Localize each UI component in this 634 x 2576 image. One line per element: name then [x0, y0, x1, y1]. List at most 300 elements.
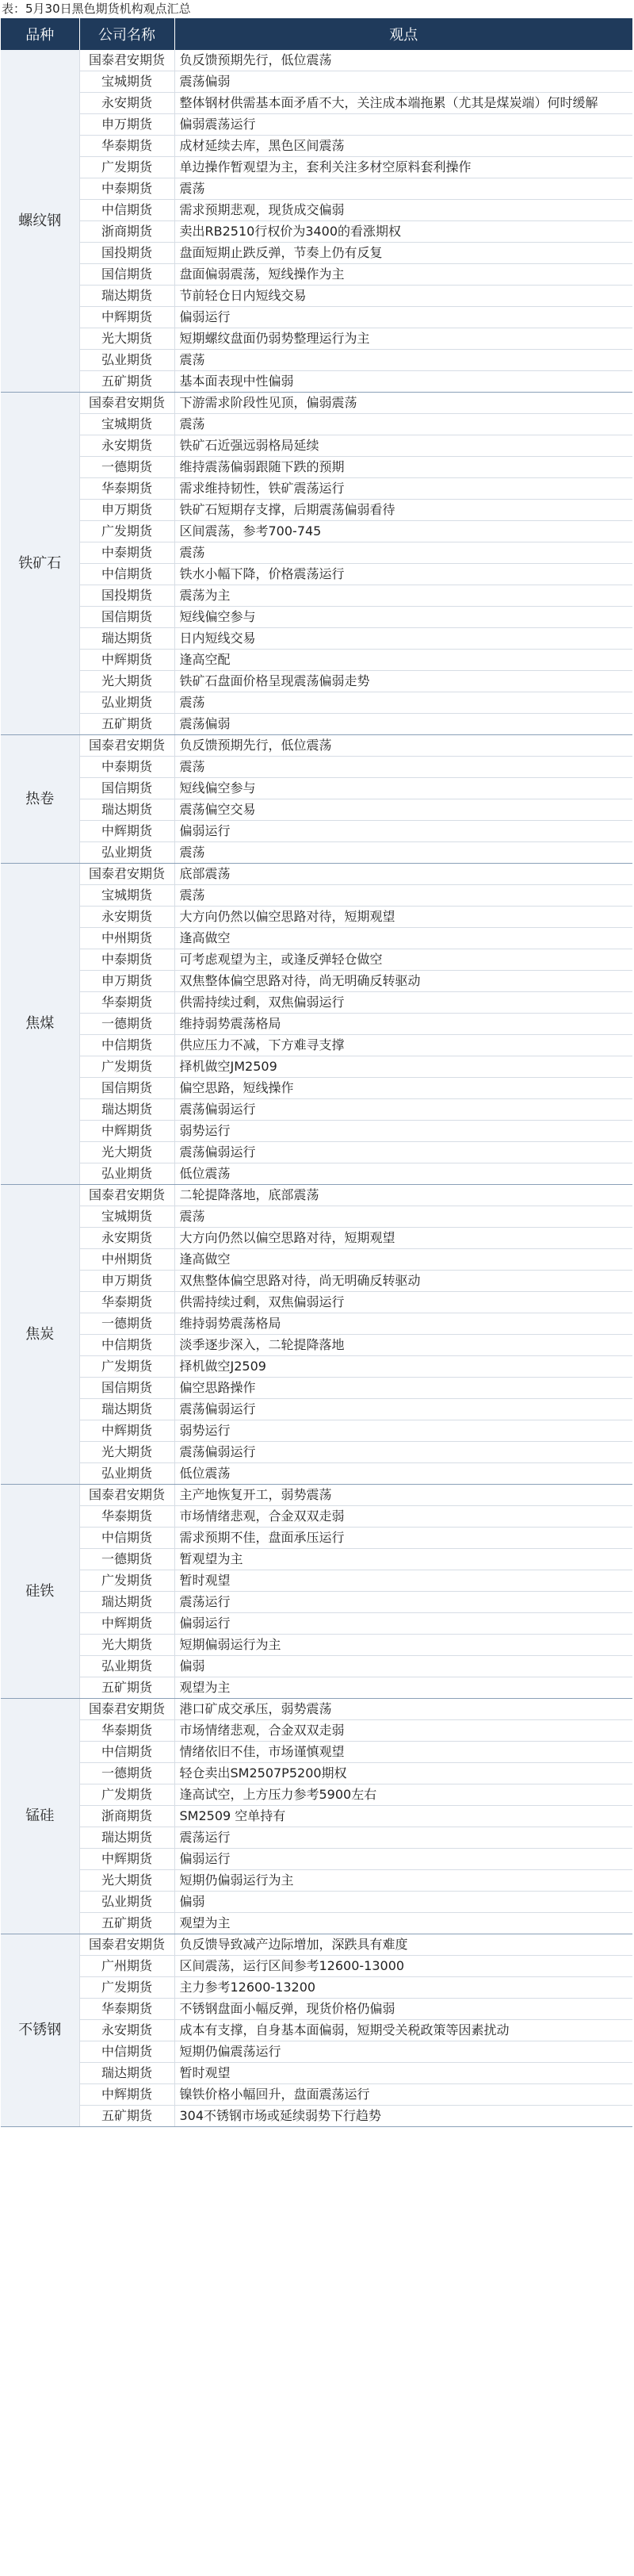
- table-row: [1, 1849, 632, 1870]
- company-cell: 弘业期货: [79, 692, 174, 714]
- company-cell: 华泰期货: [79, 1292, 174, 1313]
- company-cell: 华泰期货: [79, 1720, 174, 1742]
- table-row: [1, 778, 632, 799]
- table-row: [1, 1249, 632, 1271]
- company-cell: 五矿期货: [79, 1913, 174, 1934]
- company-cell: 中信期货: [79, 1035, 174, 1056]
- company-cell: 光大期货: [79, 1870, 174, 1892]
- opinion-cell: 市场情绪悲观，合金双双走弱: [174, 1506, 632, 1528]
- company-cell: 中泰期货: [79, 178, 174, 200]
- opinion-cell: 震荡: [174, 692, 632, 714]
- company-cell: 宝城期货: [79, 71, 174, 93]
- company-cell: 光大期货: [79, 1142, 174, 1163]
- opinion-cell: 主力参考12600-13200: [174, 1977, 632, 1999]
- company-cell: 中辉期货: [79, 1849, 174, 1870]
- opinion-cell: 暂观望为主: [174, 1549, 632, 1570]
- opinion-cell: 情绪依旧不佳，市场谨慎观望: [174, 1742, 632, 1763]
- table-row: [1, 2041, 632, 2063]
- opinion-cell: 震荡偏弱运行: [174, 1442, 632, 1463]
- table-row: [1, 243, 632, 264]
- table-row: [1, 1378, 632, 1399]
- table-row: [1, 521, 632, 542]
- opinion-cell: 逢高空配: [174, 650, 632, 671]
- company-cell: 一德期货: [79, 1014, 174, 1035]
- opinion-cell: 震荡偏弱: [174, 714, 632, 735]
- company-cell: 国泰君安期货: [79, 1699, 174, 1720]
- table-row: [1, 1142, 632, 1163]
- company-cell: 国泰君安期货: [79, 1934, 174, 1956]
- opinion-cell: 震荡偏空交易: [174, 799, 632, 821]
- table-row: [1, 200, 632, 221]
- table-row: [1, 1570, 632, 1592]
- company-cell: 弘业期货: [79, 350, 174, 371]
- company-cell: 国泰君安期货: [79, 393, 174, 414]
- opinion-cell: 二轮提降落地，底部震荡: [174, 1185, 632, 1206]
- opinion-cell: 偏弱运行: [174, 821, 632, 842]
- opinion-cell: 短期仍偏弱运行为主: [174, 1870, 632, 1892]
- table-row: [1, 1206, 632, 1228]
- table-row: [1, 1335, 632, 1356]
- opinion-cell: 底部震荡: [174, 864, 632, 885]
- table-row: [1, 1506, 632, 1528]
- opinion-cell: 偏弱运行: [174, 1613, 632, 1635]
- opinion-cell: 可考虑观望为主，或逢反弹轻仓做空: [174, 949, 632, 971]
- company-cell: 瑞达期货: [79, 1827, 174, 1849]
- opinion-cell: 偏弱运行: [174, 1849, 632, 1870]
- company-cell: 弘业期货: [79, 1463, 174, 1485]
- opinion-cell: 择机做空J2509: [174, 1356, 632, 1378]
- table-row: [1, 1870, 632, 1892]
- table-row: [1, 1228, 632, 1249]
- company-cell: 瑞达期货: [79, 2063, 174, 2084]
- opinion-cell: 震荡偏弱运行: [174, 1399, 632, 1420]
- opinion-cell: 港口矿成交承压，弱势震荡: [174, 1699, 632, 1720]
- category-cell: 螺纹钢: [1, 50, 79, 393]
- company-cell: 中信期货: [79, 1528, 174, 1549]
- company-cell: 光大期货: [79, 671, 174, 692]
- company-cell: 国泰君安期货: [79, 1485, 174, 1506]
- company-cell: 中信期货: [79, 1335, 174, 1356]
- table-row: [1, 286, 632, 307]
- opinion-cell: 观望为主: [174, 1677, 632, 1699]
- company-cell: 中辉期货: [79, 2084, 174, 2106]
- company-cell: 永安期货: [79, 435, 174, 457]
- table-row: [1, 157, 632, 178]
- company-cell: 宝城期货: [79, 885, 174, 907]
- table-row: [1, 1463, 632, 1485]
- table-row: [1, 393, 632, 414]
- opinion-cell: 逢高试空，上方压力参考5900左右: [174, 1784, 632, 1806]
- table-row: [1, 1934, 632, 1956]
- table-row: [1, 1099, 632, 1121]
- opinion-cell: 市场情绪悲观，合金双双走弱: [174, 1720, 632, 1742]
- company-cell: 华泰期货: [79, 478, 174, 500]
- table-row: [1, 1485, 632, 1506]
- table-row: [1, 842, 632, 864]
- table-row: [1, 1635, 632, 1656]
- table-row: [1, 1549, 632, 1570]
- opinion-cell: 基本面表现中性偏弱: [174, 371, 632, 393]
- opinion-cell: 偏空思路操作: [174, 1378, 632, 1399]
- table-row: [1, 1356, 632, 1378]
- company-cell: 华泰期货: [79, 1506, 174, 1528]
- category-cell: 不锈钢: [1, 1934, 79, 2127]
- table-row: [1, 500, 632, 521]
- company-cell: 国投期货: [79, 585, 174, 607]
- table-row: [1, 907, 632, 928]
- company-cell: 一德期货: [79, 1763, 174, 1784]
- company-cell: 国信期货: [79, 607, 174, 628]
- table-row: [1, 628, 632, 650]
- table-caption: 表：5月30日黑色期货机构观点汇总: [2, 2, 191, 16]
- table-row: [1, 971, 632, 992]
- opinion-cell: 双焦整体偏空思路对待，尚无明确反转驱动: [174, 1271, 632, 1292]
- table-row: [1, 1742, 632, 1763]
- opinion-cell: 304不锈钢市场或延续弱势下行趋势: [174, 2106, 632, 2127]
- company-cell: 五矿期货: [79, 371, 174, 393]
- company-cell: 弘业期货: [79, 1656, 174, 1677]
- table-row: [1, 71, 632, 93]
- table-row: [1, 1677, 632, 1699]
- table-row: [1, 1613, 632, 1635]
- opinion-cell: 短线偏空参与: [174, 778, 632, 799]
- opinion-cell: 偏空思路，短线操作: [174, 1078, 632, 1099]
- company-cell: 瑞达期货: [79, 799, 174, 821]
- table-row: [1, 1035, 632, 1056]
- table-row: [1, 799, 632, 821]
- category-cell: 锰硅: [1, 1699, 79, 1934]
- company-cell: 瑞达期货: [79, 1399, 174, 1420]
- company-cell: 国信期货: [79, 778, 174, 799]
- header-category: 品种: [1, 18, 79, 50]
- company-cell: 国泰君安期货: [79, 735, 174, 757]
- company-cell: 国泰君安期货: [79, 864, 174, 885]
- company-cell: 五矿期货: [79, 714, 174, 735]
- opinion-cell: 成材延续去库，黑色区间震荡: [174, 136, 632, 157]
- opinion-cell: 负反馈预期先行，低位震荡: [174, 50, 632, 71]
- opinion-cell: 震荡: [174, 178, 632, 200]
- opinion-cell: 震荡: [174, 542, 632, 564]
- company-cell: 五矿期货: [79, 1677, 174, 1699]
- opinion-cell: 负反馈导致减产边际增加，深跌具有难度: [174, 1934, 632, 1956]
- company-cell: 永安期货: [79, 93, 174, 114]
- opinion-cell: 低位震荡: [174, 1163, 632, 1185]
- opinion-cell: 短期仍偏震荡运行: [174, 2041, 632, 2063]
- company-cell: 弘业期货: [79, 1163, 174, 1185]
- opinion-cell: 供需持续过剩，双焦偏弱运行: [174, 992, 632, 1014]
- opinion-cell: 低位震荡: [174, 1463, 632, 1485]
- table-row: [1, 735, 632, 757]
- opinion-cell: 淡季逐步深入，二轮提降落地: [174, 1335, 632, 1356]
- company-cell: 广发期货: [79, 1977, 174, 1999]
- table-row: [1, 2084, 632, 2106]
- table-row: [1, 714, 632, 735]
- company-cell: 瑞达期货: [79, 628, 174, 650]
- opinion-cell: 需求预期不佳，盘面承压运行: [174, 1528, 632, 1549]
- opinion-cell: 区间震荡，参考700-745: [174, 521, 632, 542]
- company-cell: 申万期货: [79, 500, 174, 521]
- opinion-cell: 成本有支撑，自身基本面偏弱，短期受关税政策等因素扰动: [174, 2020, 632, 2041]
- company-cell: 中辉期货: [79, 1613, 174, 1635]
- opinion-cell: 供需持续过剩，双焦偏弱运行: [174, 1292, 632, 1313]
- opinion-cell: 偏弱: [174, 1656, 632, 1677]
- opinion-cell: 铁矿石短期存支撑，后期震荡偏弱看待: [174, 500, 632, 521]
- company-cell: 中信期货: [79, 2041, 174, 2063]
- opinion-cell: 卖出RB2510行权价为3400的看涨期权: [174, 221, 632, 243]
- opinion-cell: 不锈钢盘面小幅反弹，现货价格仍偏弱: [174, 1999, 632, 2020]
- table-row: [1, 1442, 632, 1463]
- company-cell: 光大期货: [79, 1635, 174, 1656]
- table-row: [1, 671, 632, 692]
- table-row: [1, 1056, 632, 1078]
- company-cell: 瑞达期货: [79, 1592, 174, 1613]
- opinion-cell: 偏弱震荡运行: [174, 114, 632, 136]
- company-cell: 五矿期货: [79, 2106, 174, 2127]
- table-row: [1, 50, 632, 71]
- opinion-cell: 维持弱势震荡格局: [174, 1313, 632, 1335]
- table-row: [1, 864, 632, 885]
- table-row: [1, 564, 632, 585]
- table-row: [1, 757, 632, 778]
- company-cell: 广发期货: [79, 1784, 174, 1806]
- opinion-cell: 偏弱运行: [174, 307, 632, 328]
- company-cell: 中辉期货: [79, 1420, 174, 1442]
- company-cell: 中辉期货: [79, 307, 174, 328]
- opinion-cell: 震荡偏弱运行: [174, 1142, 632, 1163]
- company-cell: 浙商期货: [79, 221, 174, 243]
- table-row: [1, 1892, 632, 1913]
- opinion-cell: 震荡运行: [174, 1592, 632, 1613]
- company-cell: 永安期货: [79, 907, 174, 928]
- company-cell: 华泰期货: [79, 1999, 174, 2020]
- company-cell: 瑞达期货: [79, 1099, 174, 1121]
- table-row: [1, 1592, 632, 1613]
- table-row: [1, 1420, 632, 1442]
- company-cell: 广发期货: [79, 1056, 174, 1078]
- opinion-cell: 铁矿石盘面价格呈现震荡偏弱走势: [174, 671, 632, 692]
- opinions-table: [1, 18, 632, 2127]
- company-cell: 国泰君安期货: [79, 1185, 174, 1206]
- table-row: [1, 1999, 632, 2020]
- opinion-cell: 需求维持韧性，铁矿震荡运行: [174, 478, 632, 500]
- opinion-cell: 大方向仍然以偏空思路对待，短期观望: [174, 907, 632, 928]
- opinion-cell: 震荡为主: [174, 585, 632, 607]
- table-row: [1, 1078, 632, 1099]
- opinion-cell: 震荡: [174, 885, 632, 907]
- company-cell: 广州期货: [79, 1956, 174, 1977]
- table-row: [1, 1121, 632, 1142]
- table-row: [1, 1699, 632, 1720]
- opinion-cell: 下游需求阶段性见顶，偏弱震荡: [174, 393, 632, 414]
- header-opinion: 观点: [174, 18, 632, 50]
- opinion-cell: 震荡: [174, 414, 632, 435]
- table-row: [1, 821, 632, 842]
- category-cell: 焦煤: [1, 864, 79, 1185]
- opinion-cell: 震荡偏弱运行: [174, 1099, 632, 1121]
- table-row: [1, 1806, 632, 1827]
- opinion-cell: 盘面短期止跌反弹，节奏上仍有反复: [174, 243, 632, 264]
- table-row: [1, 692, 632, 714]
- opinion-cell: 震荡: [174, 1206, 632, 1228]
- table-row: [1, 307, 632, 328]
- table-row: [1, 178, 632, 200]
- company-cell: 申万期货: [79, 1271, 174, 1292]
- opinion-cell: 铁矿石近强远弱格局延续: [174, 435, 632, 457]
- table-row: [1, 1271, 632, 1292]
- table-row: [1, 928, 632, 949]
- opinion-cell: SM2509 空单持有: [174, 1806, 632, 1827]
- company-cell: 光大期货: [79, 328, 174, 350]
- company-cell: 广发期货: [79, 1356, 174, 1378]
- company-cell: 中辉期货: [79, 650, 174, 671]
- table-row: [1, 2020, 632, 2041]
- opinion-cell: 维持弱势震荡格局: [174, 1014, 632, 1035]
- company-cell: 弘业期货: [79, 842, 174, 864]
- company-cell: 一德期货: [79, 1549, 174, 1570]
- table-row: [1, 1784, 632, 1806]
- opinion-cell: 震荡偏弱: [174, 71, 632, 93]
- company-cell: 浙商期货: [79, 1806, 174, 1827]
- company-cell: 中辉期货: [79, 821, 174, 842]
- opinion-cell: 短期偏弱运行为主: [174, 1635, 632, 1656]
- category-cell: 铁矿石: [1, 393, 79, 735]
- opinion-cell: 暂时观望: [174, 1570, 632, 1592]
- company-cell: 中信期货: [79, 200, 174, 221]
- opinion-cell: 主产地恢复开工，弱势震荡: [174, 1485, 632, 1506]
- table-row: [1, 1656, 632, 1677]
- table-header: [1, 18, 632, 50]
- company-cell: 瑞达期货: [79, 286, 174, 307]
- company-cell: 申万期货: [79, 971, 174, 992]
- table-row: [1, 264, 632, 286]
- table-row: [1, 1720, 632, 1742]
- table-row: [1, 435, 632, 457]
- company-cell: 中泰期货: [79, 542, 174, 564]
- company-cell: 中信期货: [79, 564, 174, 585]
- company-cell: 广发期货: [79, 1570, 174, 1592]
- table-row: [1, 1313, 632, 1335]
- table-row: [1, 328, 632, 350]
- company-cell: 广发期货: [79, 157, 174, 178]
- table-row: [1, 414, 632, 435]
- table-row: [1, 992, 632, 1014]
- company-cell: 国泰君安期货: [79, 50, 174, 71]
- opinion-cell: 区间震荡，运行区间参考12600-13000: [174, 1956, 632, 1977]
- company-cell: 国投期货: [79, 243, 174, 264]
- opinion-cell: 需求预期悲观，现货成交偏弱: [174, 200, 632, 221]
- opinion-cell: 暂时观望: [174, 2063, 632, 2084]
- company-cell: 一德期货: [79, 457, 174, 478]
- table-row: [1, 1528, 632, 1549]
- opinion-cell: 震荡: [174, 757, 632, 778]
- table-row: [1, 1185, 632, 1206]
- company-cell: 永安期货: [79, 1228, 174, 1249]
- opinion-cell: 震荡: [174, 350, 632, 371]
- table-row: [1, 885, 632, 907]
- opinion-cell: 择机做空JM2509: [174, 1056, 632, 1078]
- opinion-cell: 铁水小幅下降，价格震荡运行: [174, 564, 632, 585]
- opinion-cell: 震荡: [174, 842, 632, 864]
- company-cell: 国信期货: [79, 1378, 174, 1399]
- table-row: [1, 136, 632, 157]
- opinion-cell: 大方向仍然以偏空思路对待，短期观望: [174, 1228, 632, 1249]
- table-row: [1, 478, 632, 500]
- table-row: [1, 457, 632, 478]
- table-row: [1, 114, 632, 136]
- opinion-cell: 轻仓卖出SM2507P5200期权: [174, 1763, 632, 1784]
- company-cell: 一德期货: [79, 1313, 174, 1335]
- table-row: [1, 350, 632, 371]
- header-company: 公司名称: [79, 18, 174, 50]
- company-cell: 中州期货: [79, 1249, 174, 1271]
- table-row: [1, 1956, 632, 1977]
- table-body: [1, 50, 632, 2127]
- table-row: [1, 949, 632, 971]
- company-cell: 中泰期货: [79, 757, 174, 778]
- table-row: [1, 1827, 632, 1849]
- company-cell: 华泰期货: [79, 136, 174, 157]
- table-row: [1, 585, 632, 607]
- opinion-cell: 维持震荡偏弱跟随下跌的预期: [174, 457, 632, 478]
- table-row: [1, 607, 632, 628]
- company-cell: 弘业期货: [79, 1892, 174, 1913]
- table-row: [1, 371, 632, 393]
- opinion-cell: 观望为主: [174, 1913, 632, 1934]
- table-row: [1, 93, 632, 114]
- company-cell: 永安期货: [79, 2020, 174, 2041]
- table-row: [1, 1913, 632, 1934]
- table-row: [1, 2063, 632, 2084]
- table-row: [1, 1399, 632, 1420]
- table-row: [1, 1977, 632, 1999]
- table-row: [1, 1763, 632, 1784]
- table-row: [1, 221, 632, 243]
- company-cell: 广发期货: [79, 521, 174, 542]
- table-row: [1, 542, 632, 564]
- company-cell: 国信期货: [79, 264, 174, 286]
- opinion-cell: 弱势运行: [174, 1420, 632, 1442]
- opinion-cell: 短期螺纹盘面仍弱势整理运行为主: [174, 328, 632, 350]
- company-cell: 光大期货: [79, 1442, 174, 1463]
- company-cell: 宝城期货: [79, 1206, 174, 1228]
- company-cell: 国信期货: [79, 1078, 174, 1099]
- company-cell: 中州期货: [79, 928, 174, 949]
- opinion-cell: 盘面偏弱震荡，短线操作为主: [174, 264, 632, 286]
- company-cell: 中信期货: [79, 1742, 174, 1763]
- company-cell: 宝城期货: [79, 414, 174, 435]
- category-cell: 硅铁: [1, 1485, 79, 1699]
- opinion-cell: 短线偏空参与: [174, 607, 632, 628]
- opinion-cell: 偏弱: [174, 1892, 632, 1913]
- company-cell: 中辉期货: [79, 1121, 174, 1142]
- opinion-cell: 震荡运行: [174, 1827, 632, 1849]
- table-row: [1, 1292, 632, 1313]
- company-cell: 华泰期货: [79, 992, 174, 1014]
- opinion-cell: 节前轻仓日内短线交易: [174, 286, 632, 307]
- company-cell: 申万期货: [79, 114, 174, 136]
- opinion-cell: 镍铁价格小幅回升，盘面震荡运行: [174, 2084, 632, 2106]
- table-row: [1, 1163, 632, 1185]
- opinion-cell: 弱势运行: [174, 1121, 632, 1142]
- category-cell: 焦炭: [1, 1185, 79, 1485]
- table-row: [1, 650, 632, 671]
- opinion-cell: 双焦整体偏空思路对待，尚无明确反转驱动: [174, 971, 632, 992]
- opinion-cell: 负反馈预期先行，低位震荡: [174, 735, 632, 757]
- company-cell: 中泰期货: [79, 949, 174, 971]
- opinion-cell: 逢高做空: [174, 1249, 632, 1271]
- table-row: [1, 2106, 632, 2127]
- category-cell: 热卷: [1, 735, 79, 864]
